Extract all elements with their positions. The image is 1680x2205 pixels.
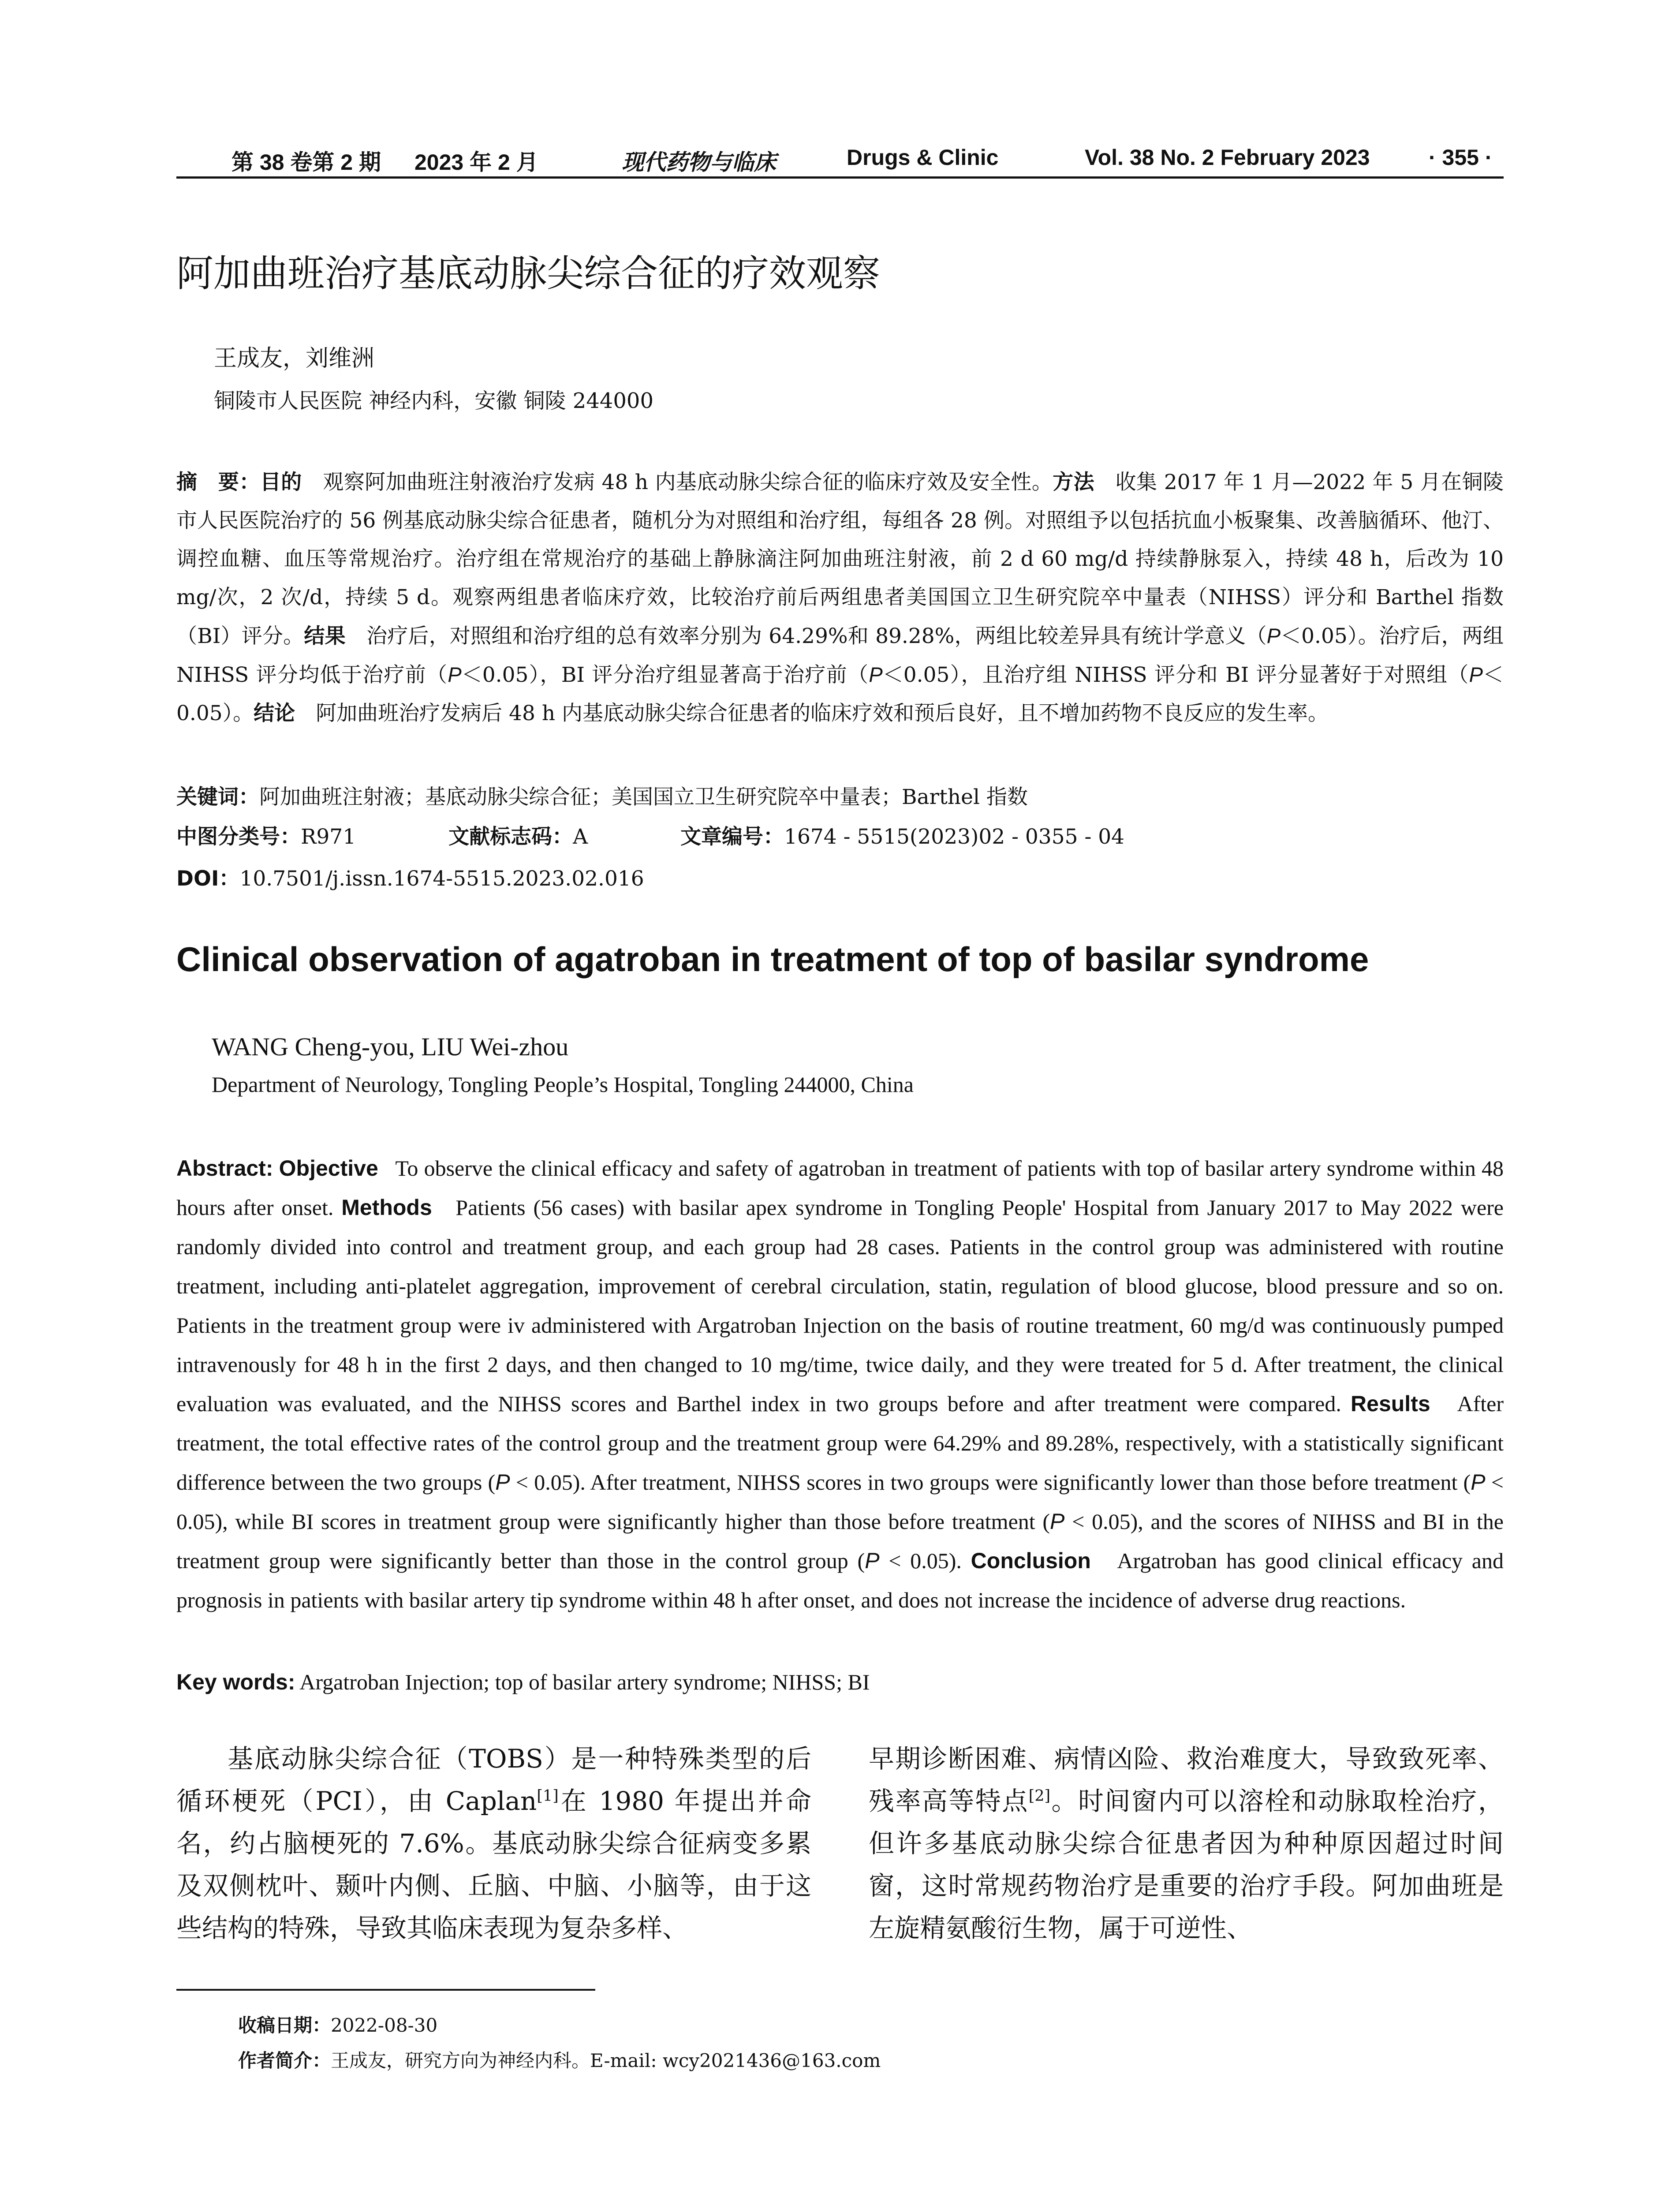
keywords-text-en: Argatroban Injection; top of basilar artery syndrome; NIHSS; BI bbox=[299, 1670, 870, 1694]
conclusion-text-cn: 阿加曲班治疗发病后 48 h 内基底动脉尖综合征患者的临床疗效和预后良好，且不增加药物不良反应的发生率。 bbox=[316, 701, 1329, 725]
p-value-symbol: P bbox=[495, 1470, 510, 1495]
keywords-text-cn: 阿加曲班注射液；基底动脉尖综合征；美国国立卫生研究院卒中量表；Barthel 指数 bbox=[259, 785, 1028, 809]
footnote-rule bbox=[176, 1989, 595, 1991]
methods-label-en: Methods bbox=[341, 1195, 432, 1220]
p-value-symbol: P bbox=[1469, 663, 1483, 686]
p-value-symbol: P bbox=[1266, 624, 1281, 647]
keywords-label-cn: 关键词： bbox=[176, 785, 259, 809]
body-column-right bbox=[869, 1738, 1504, 1949]
keywords-label-en: Key words: bbox=[176, 1670, 295, 1694]
clc-label: 中图分类号： bbox=[176, 825, 301, 849]
results-text-en-2: < 0.05). After treatment, NIHSS scores in two groups were significantly lower than those before treatment ( bbox=[510, 1470, 1471, 1495]
running-header bbox=[176, 141, 1504, 176]
results-text-en-5: < 0.05). bbox=[879, 1548, 962, 1573]
results-text-cn-2: ＜0.05）。治疗后，两组 NIHSS 评分均低于治疗前（ bbox=[176, 624, 1504, 687]
objective-label-en: Objective bbox=[279, 1156, 378, 1181]
header-rule bbox=[176, 176, 1504, 179]
header-journal-en: Drugs & Clinic bbox=[847, 145, 999, 170]
abstract-label-cn: 摘 要： bbox=[176, 470, 260, 494]
body-text-left-1: 基底动脉尖综合征（TOBS）是一种特殊类型的后循环梗死（PCI），由 Caplan bbox=[176, 1744, 811, 1816]
body-text-right-1: 早期诊断困难、病情凶险、救治难度大，导致致死率、残率高等特点 bbox=[869, 1744, 1504, 1816]
doi-line bbox=[176, 862, 644, 892]
citation-ref-1[interactable]: [1] bbox=[537, 1787, 559, 1805]
methods-text-en: Patients (56 cases) with basilar apex syndrome in Tongling People' Hospital from January 2017 to May 2022 were randomly divided into control and treatment group, and each group had 28 cases. Patients in the control group was administered with routine treatment, including anti-platelet aggregation, improvement of cerebral circulation, statin, regulation of blood glucose, blood pressure and so on. Patients in the treatment group were iv administered with Argatroban Injection on the basis of routine treatment, 60 mg/d was continuously pumped intravenously for 48 h in the first 2 days, and then changed to 10 mg/time, twice daily, and they were treated for 5 d. After treatment, the clinical evaluation was evaluated, and the NIHSS scores and Barthel index in two groups before and after treatment were compared. bbox=[176, 1195, 1504, 1416]
header-page-number: · 355 · bbox=[1429, 145, 1493, 170]
article-title-cn: 阿加曲班治疗基底动脉尖综合征的疗效观察 bbox=[176, 252, 881, 295]
results-label-en: Results bbox=[1351, 1391, 1430, 1416]
keywords-cn bbox=[176, 781, 1028, 810]
affiliation-cn: 铜陵市人民医院 神经内科，安徽 铜陵 244000 bbox=[214, 389, 654, 413]
header-volume-cn: 第 38 卷第 2 期 bbox=[231, 150, 381, 175]
article-number-value: 1674 - 5515(2023)02 - 0355 - 04 bbox=[784, 825, 1125, 849]
doi-value[interactable]: 10.7501/j.issn.1674-5515.2023.02.016 bbox=[239, 867, 644, 891]
header-volume-en: Vol. 38 No. 2 February 2023 bbox=[1085, 145, 1370, 170]
authors-cn: 王成友，刘维洲 bbox=[214, 345, 375, 372]
conclusion-label-en: Conclusion bbox=[971, 1548, 1091, 1573]
p-value-symbol: P bbox=[448, 663, 462, 686]
keywords-en bbox=[176, 1669, 1504, 1695]
p-value-symbol: P bbox=[869, 663, 883, 686]
received-date: 2022-08-30 bbox=[331, 2014, 438, 2036]
footnote-author bbox=[238, 2046, 881, 2073]
methods-label-cn: 方法 bbox=[1053, 470, 1095, 494]
footnote-received bbox=[238, 2011, 437, 2037]
results-text-en-4: < 0.05), and the scores of NIHSS and BI in the treatment group were significantly better than those in the control group ( bbox=[176, 1509, 1504, 1573]
body-text-left-2: 在 1980 年提出并命名，约占脑梗死的 7.6%。基底动脉尖综合征病变多累及双侧枕叶、颞叶内侧、丘脑、中脑、小脑等，由于这些结构的特殊，导致其临床表现为复杂多样、 bbox=[176, 1786, 811, 1943]
abstract-en bbox=[176, 1149, 1504, 1620]
article-title-en: Clinical observation of agatroban in treatment of top of basilar syndrome bbox=[176, 940, 1369, 979]
affiliation-en: Department of Neurology, Tongling People’s Hospital, Tongling 244000, China bbox=[212, 1072, 914, 1097]
objective-text-en: To observe the clinical efficacy and safety of agatroban in treatment of patients with top of basilar artery syndrome within 48 hours after onset. bbox=[176, 1156, 1504, 1220]
header-journal-cn: 现代药物与临床 bbox=[622, 149, 776, 175]
p-value-symbol: P bbox=[1050, 1509, 1065, 1534]
conclusion-label-cn: 结论 bbox=[254, 701, 295, 725]
results-text-en-1: After treatment, the total effective rates of the control group and the treatment group were 64.29% and 89.28%, respectively, with a statistically significant difference between the two groups ( bbox=[176, 1391, 1504, 1495]
p-value-symbol: P bbox=[1471, 1470, 1486, 1495]
results-text-cn-4: ＜0.05），且治疗组 NIHSS 评分和 BI 评分显著好于对照组（ bbox=[882, 663, 1469, 687]
methods-text-cn: 收集 2017 年 1 月—2022 年 5 月在铜陵市人民医院治疗的 56 例基底动脉尖综合征患者，随机分为对照组和治疗组，每组各 28 例。对照组予以包括抗血小板聚集、改善脑循环、他汀、调控血糖、血压等常规治疗。治疗组在常规治疗的基础上静脉滴注阿加曲班注射液，前 2 d 60 mg/d 持续静脉泵入，持续 48 h，后改为 10 mg/次，2 次/d，持续 5 d。观察两组患者临床疗效，比较治疗前后两组患者美国国立卫生研究院卒中量表（NIHSS）评分和 Barthel 指数（BI）评分。 bbox=[176, 470, 1504, 648]
author-bio-label: 作者简介： bbox=[238, 2050, 331, 2071]
abstract-label-en: Abstract: bbox=[176, 1156, 273, 1181]
conclusion-text-en: Argatroban has good clinical efficacy and prognosis in patients with basilar artery tip syndrome within 48 h after onset, and does not increase the incidence of adverse drug reactions. bbox=[176, 1548, 1504, 1612]
objective-text-cn: 观察阿加曲班注射液治疗发病 48 h 内基底动脉尖综合征的临床疗效及安全性。 bbox=[323, 470, 1053, 494]
abstract-cn bbox=[176, 463, 1504, 733]
doc-code-value: A bbox=[573, 825, 588, 849]
body-text-right-2: 。时间窗内可以溶栓和动脉取栓治疗，但许多基底动脉尖综合征患者因为种种原因超过时间窗，这时常规药物治疗是重要的治疗手段。阿加曲班是左旋精氨酸衍生物，属于可逆性、 bbox=[869, 1786, 1504, 1943]
received-label: 收稿日期： bbox=[238, 2014, 331, 2036]
article-number-label: 文章编号： bbox=[680, 825, 784, 849]
body-column-left bbox=[176, 1738, 811, 1949]
header-date-cn: 2023 年 2 月 bbox=[414, 150, 538, 175]
objective-label-cn: 目的 bbox=[260, 470, 302, 494]
results-label-cn: 结果 bbox=[304, 624, 346, 648]
results-text-cn-1: 治疗后，对照组和治疗组的总有效率分别为 64.29%和 89.28%，两组比较差异具有统计学意义（ bbox=[366, 624, 1267, 648]
citation-ref-2[interactable]: [2] bbox=[1028, 1787, 1051, 1805]
doi-label: DOI： bbox=[176, 867, 240, 891]
results-text-cn-3: ＜0.05），BI 评分治疗组显著高于治疗前（ bbox=[461, 663, 869, 687]
results-text-en-3: < 0.05), while BI scores in treatment group were significantly higher than those before treatment ( bbox=[176, 1470, 1504, 1534]
doc-code-label: 文献标志码： bbox=[448, 825, 573, 849]
classification-line bbox=[176, 820, 1124, 850]
authors-en: WANG Cheng-you, LIU Wei-zhou bbox=[212, 1032, 569, 1061]
author-bio-text: 王成友，研究方向为神经内科。E-mail: wcy2021436@163.com bbox=[331, 2050, 881, 2071]
clc-value: R971 bbox=[301, 825, 356, 849]
results-text-cn-5: ＜0.05）。 bbox=[176, 663, 1504, 725]
p-value-symbol: P bbox=[865, 1548, 880, 1573]
